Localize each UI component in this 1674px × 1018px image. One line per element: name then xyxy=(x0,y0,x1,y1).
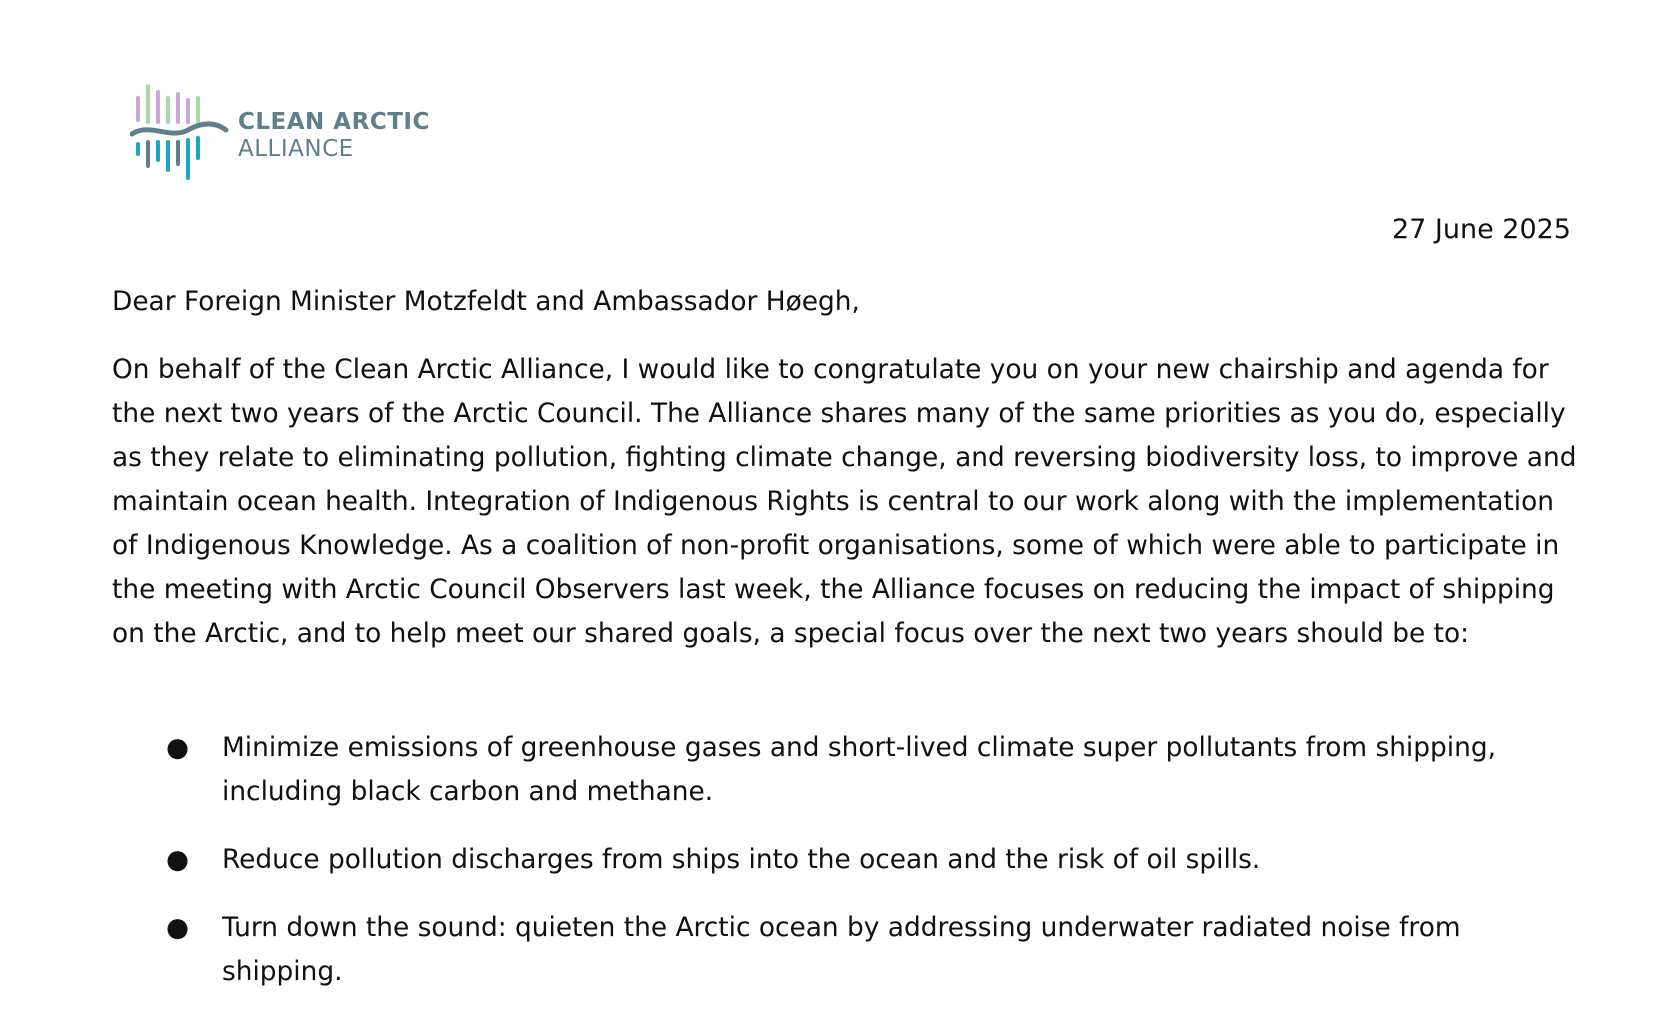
letter-date: 27 June 2025 xyxy=(1391,214,1571,245)
list-item xyxy=(112,726,1572,814)
logo-line-2: ALLIANCE xyxy=(238,136,354,162)
clean-arctic-alliance-logo xyxy=(130,84,450,192)
list-item-text: Minimize emissions of greenhouse gases and short-lived climate super pollutants from shipping, including black carbon and methane. xyxy=(222,732,1496,807)
bullet-icon: ● xyxy=(166,732,190,763)
bullet-icon: ● xyxy=(166,912,190,943)
logo-wordmark xyxy=(238,109,430,163)
logo-line-1: CLEAN ARCTIC xyxy=(238,109,430,135)
list-item xyxy=(112,838,1572,882)
body-paragraph: On behalf of the Clean Arctic Alliance, I would like to congratulate you on your new chairship and agenda for the next two years of the Arctic Council. The Alliance shares many of the same priorities as you do, especially as they relate to eliminating pollution, fighting climate change, and reversing biodiversity loss, to improve and maintain ocean health. Integration of Indigenous Rights is central to our work along with the implementation of Indigenous Knowledge. As a coalition of non-profit organisations, some of which were able to participate in the meeting with Arctic Council Observers last week, the Alliance focuses on reducing the impact of shipping on the Arctic, and to help meet our shared goals, a special focus over the next two years should be to: xyxy=(112,354,1577,649)
list-item-text: Reduce pollution discharges from ships into the ocean and the risk of oil spills. xyxy=(222,844,1261,875)
logo-mark-icon xyxy=(130,84,230,192)
list-item-text: Turn down the sound: quieten the Arctic ocean by addressing underwater radiated noise from shipping. xyxy=(222,912,1461,987)
bullet-icon: ● xyxy=(166,844,190,875)
salutation: Dear Foreign Minister Motzfeldt and Ambassador Høegh, xyxy=(112,286,860,317)
list-item xyxy=(112,906,1572,994)
priority-list xyxy=(112,726,1572,1018)
